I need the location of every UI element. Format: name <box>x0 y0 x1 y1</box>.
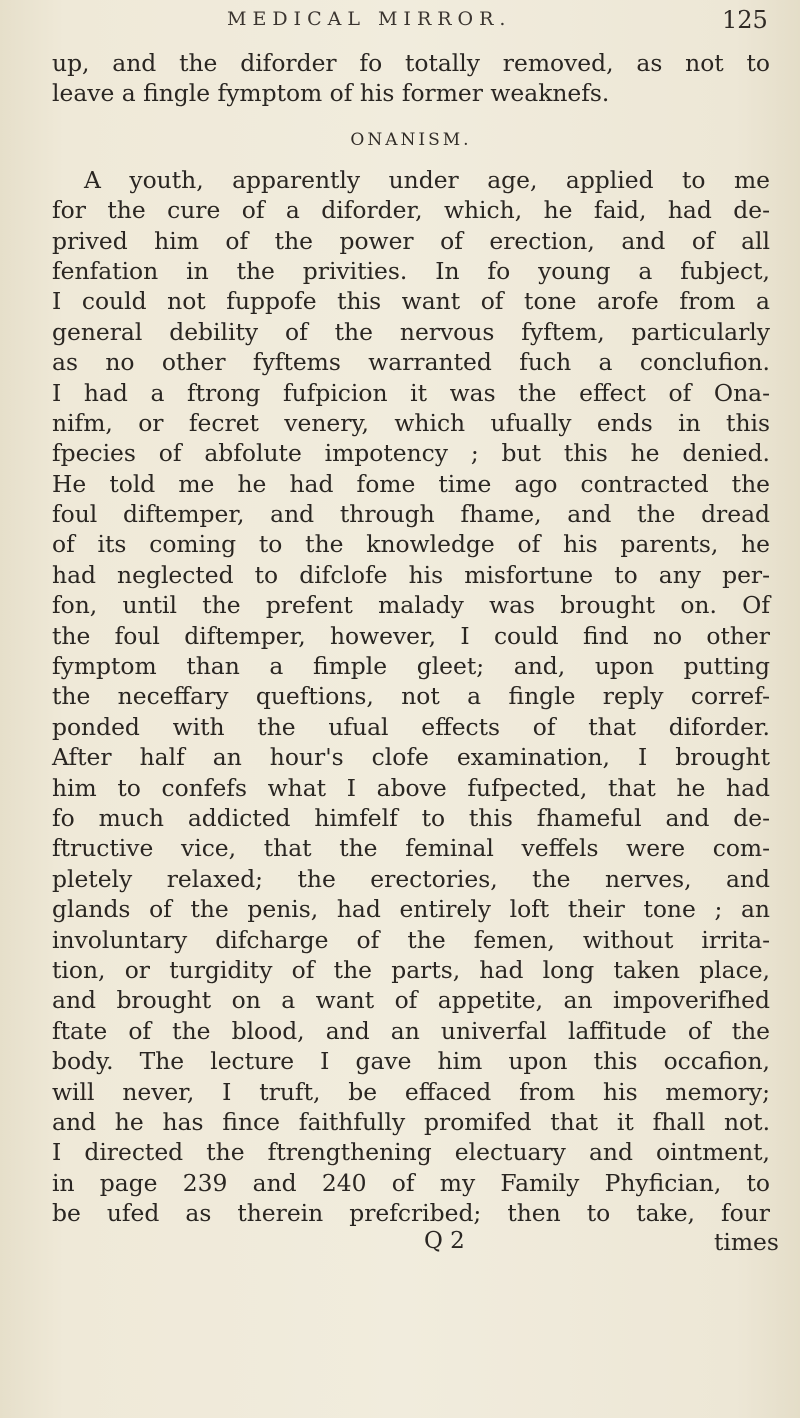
text-line: nifm, or fecret venery, which ufually ends in this <box>52 408 770 437</box>
text-line: involuntary difcharge of the femen, without irrita- <box>52 925 770 954</box>
section-heading: ONANISM. <box>350 129 472 150</box>
text-line: will never, I truft, be effaced from his memory; <box>52 1077 770 1106</box>
text-line: fenfation in the privities. In fo young a fubject, <box>52 256 770 285</box>
text-line: him to confefs what I above fufpected, that he had <box>52 773 770 802</box>
text-line: I could not fuppofe this want of tone arofe from a <box>52 287 770 316</box>
text-line: I had a ftrong fufpicion it was the effect of Ona- <box>52 378 770 407</box>
text-line: prived him of the power of erection, and of all <box>52 226 770 255</box>
text-line: general debility of the nervous fyftem, particularly <box>52 317 770 346</box>
text-line: as no other fyftems warranted fuch a conclufion. <box>52 348 770 377</box>
text-line: up, and the diforder fo totally removed, as not to <box>52 49 770 77</box>
page-footer <box>52 1228 779 1258</box>
paragraph-first-line: A youth, apparently under age, applied to me <box>84 165 770 194</box>
running-head: MEDICAL MIRROR. <box>227 8 512 30</box>
text-line: glands of the penis, had entirely loft their tone ; an <box>52 895 770 924</box>
text-line: After half an hour's clofe examination, I brought <box>52 743 770 772</box>
text-line: for the cure of a diforder, which, he faid, had de- <box>52 196 770 225</box>
text-line: leave a fingle fymptom of his former weaknefs. <box>52 79 610 108</box>
text-line: body. The lecture I gave him upon this occafion, <box>52 1047 770 1076</box>
text-line: I directed the ftrengthening electuary and ointment, <box>52 1138 770 1167</box>
text-line: fymptom than a fimple gleet; and, upon putting <box>52 652 770 681</box>
text-line: the neceffary queftions, not a fingle reply corref- <box>52 682 770 711</box>
text-line: be ufed as therein prefcribed; then to take, four <box>52 1199 770 1228</box>
text-line: of its coming to the knowledge of his parents, he <box>52 530 770 559</box>
text-line: tion, or turgidity of the parts, had long taken place, <box>52 955 770 984</box>
page-number: 125 <box>722 6 768 34</box>
text-line: in page 239 and 240 of my Family Phyfician, to <box>52 1168 770 1197</box>
text-line: ftructive vice, that the feminal veffels were com- <box>52 834 770 863</box>
catchword: times <box>714 1228 779 1257</box>
text-line: ftate of the blood, and an univerfal laffitude of the <box>52 1016 770 1045</box>
page-header <box>0 4 800 38</box>
text-line: had neglected to difclofe his misfortune to any per- <box>52 560 770 589</box>
text-line: the foul diftemper, however, I could find no other <box>52 621 770 650</box>
body-text <box>52 48 779 1259</box>
text-line: foul diftemper, and through fhame, and the dread <box>52 500 770 529</box>
text-line: and brought on a want of appetite, an impoverifhed <box>52 986 770 1015</box>
text-line: He told me he had fome time ago contracted the <box>52 469 770 498</box>
text-line: pletely relaxed; the erectories, the nerves, and <box>52 864 770 893</box>
text-line: fpecies of abfolute impotency ; but this he denied. <box>52 439 770 468</box>
text-line: fo much addicted himfelf to this fhameful and de- <box>52 803 770 832</box>
text-line: fon, until the prefent malady was brought on. Of <box>52 591 770 620</box>
text-line: ponded with the ufual effects of that diforder. <box>52 712 770 741</box>
text-line: and he has fince faithfully promifed that it fhall not. <box>52 1107 770 1136</box>
signature-mark: Q 2 <box>424 1228 465 1255</box>
